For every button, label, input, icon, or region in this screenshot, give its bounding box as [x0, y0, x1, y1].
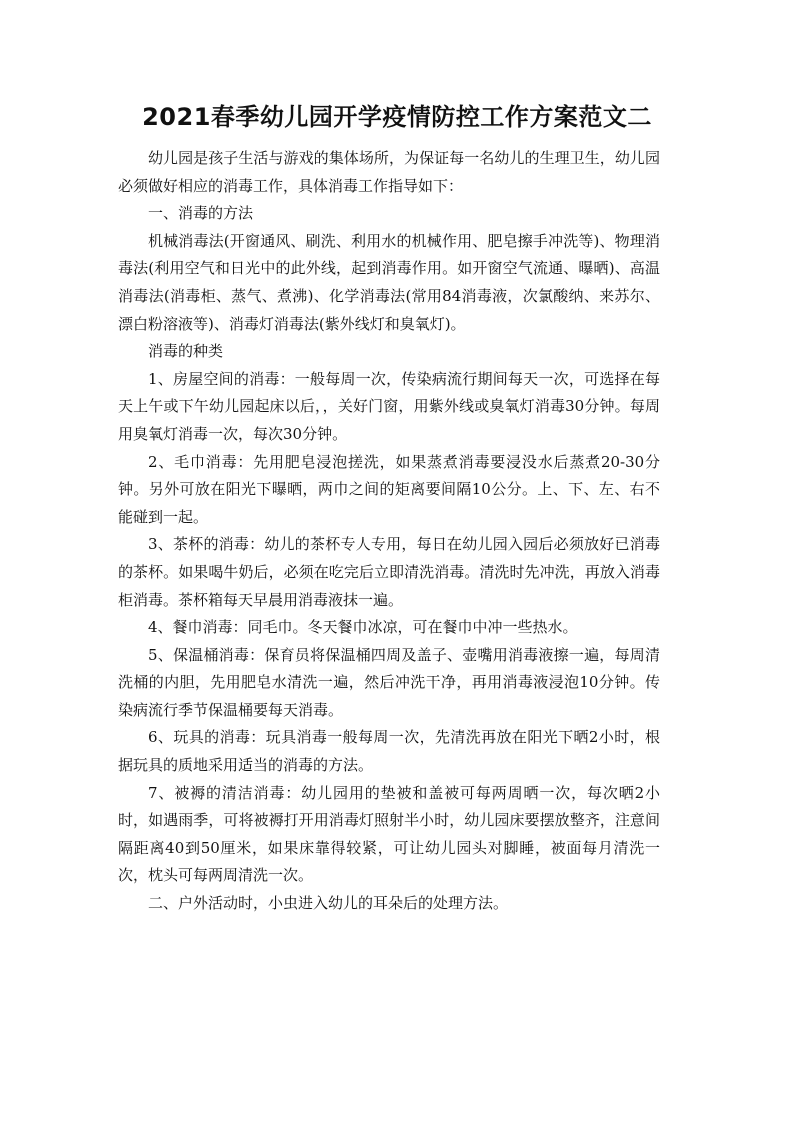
paragraph-cup-disinfection: 3、茶杯的消毒：幼儿的茶杯专人专用，每日在幼儿园入园后必须放好已消毒的茶杯。如果喝牛奶后，必须在吃完后立即清洗消毒。清洗时先冲洗，再放入消毒柜消毒。茶杯箱每天早晨用消毒液抹一遍。 — [118, 535, 660, 609]
paragraph-intro: 幼儿园是孩子生活与游戏的集体场所，为保证每一名幼儿的生理卫生，幼儿园必须做好相应的消毒工作，具体消毒工作指导如下： — [118, 149, 660, 195]
section-heading-outdoor: 二、户外活动时，小虫进入幼儿的耳朵后的处理方法。 — [148, 894, 509, 913]
paragraph-bedding-disinfection: 7、被褥的清洁消毒：幼儿园用的垫被和盖被可每两周晒一次，每次晒2小时，如遇雨季，可将被褥打开用消毒灯照射半小时，幼儿园床要摆放整齐，注意间隔距离40到50厘米，如果床靠得较紧，可让幼儿园头对脚睡，被面每月清洗一次，枕头可每两周清洗一次。 — [118, 783, 660, 885]
section-heading-types: 消毒的种类 — [148, 342, 224, 361]
paragraph-napkin-disinfection: 4、餐巾消毒：同毛巾。冬天餐巾冰凉，可在餐巾中冲一些热水。 — [148, 618, 578, 637]
paragraph-methods: 机械消毒法(开窗通风、刷洗、利用水的机械作用、肥皂擦手冲洗等)、物理消毒法(利用空气和日光中的此外线，起到消毒作用。如开窗空气流通、曝晒)、高温消毒法(消毒柜、蒸气、煮沸)、化学消毒法(常用84消毒液，次氯酸纳、来苏尔、漂白粉溶液等)、消毒灯消毒法(紫外线灯和臭氧灯)。 — [118, 231, 660, 333]
document-body — [118, 145, 660, 918]
paragraph-bucket-disinfection: 5、保温桶消毒：保育员将保温桶四周及盖子、壶嘴用消毒液擦一遍，每周清洗桶的内胆，先用肥皂水清洗一遍，然后冲洗干净，再用消毒液浸泡10分钟。传染病流行季节保温桶要每天消毒。 — [118, 645, 660, 719]
section-heading-methods: 一、消毒的方法 — [148, 204, 254, 223]
paragraph-towel-disinfection: 2、毛巾消毒：先用肥皂浸泡搓洗，如果蒸煮消毒要浸没水后蒸煮20-30分钟。另外可放在阳光下曝晒，两巾之间的矩离要间隔10公分。上、下、左、右不能碰到一起。 — [118, 452, 660, 526]
paragraph-room-disinfection: 1、房屋空间的消毒：一般每周一次，传染病流行期间每天一次，可选择在每天上午或下午幼儿园起床以后，，关好门窗，用紫外线或臭氧灯消毒30分钟。每周用臭氧灯消毒一次，每次30分钟。 — [118, 369, 660, 443]
paragraph-toy-disinfection: 6、玩具的消毒：玩具消毒一般每周一次，先清洗再放在阳光下晒2小时，根据玩具的质地采用适当的消毒的方法。 — [118, 728, 660, 775]
document-title: 2021春季幼儿园开学疫情防控工作方案范文二 — [142, 103, 652, 131]
